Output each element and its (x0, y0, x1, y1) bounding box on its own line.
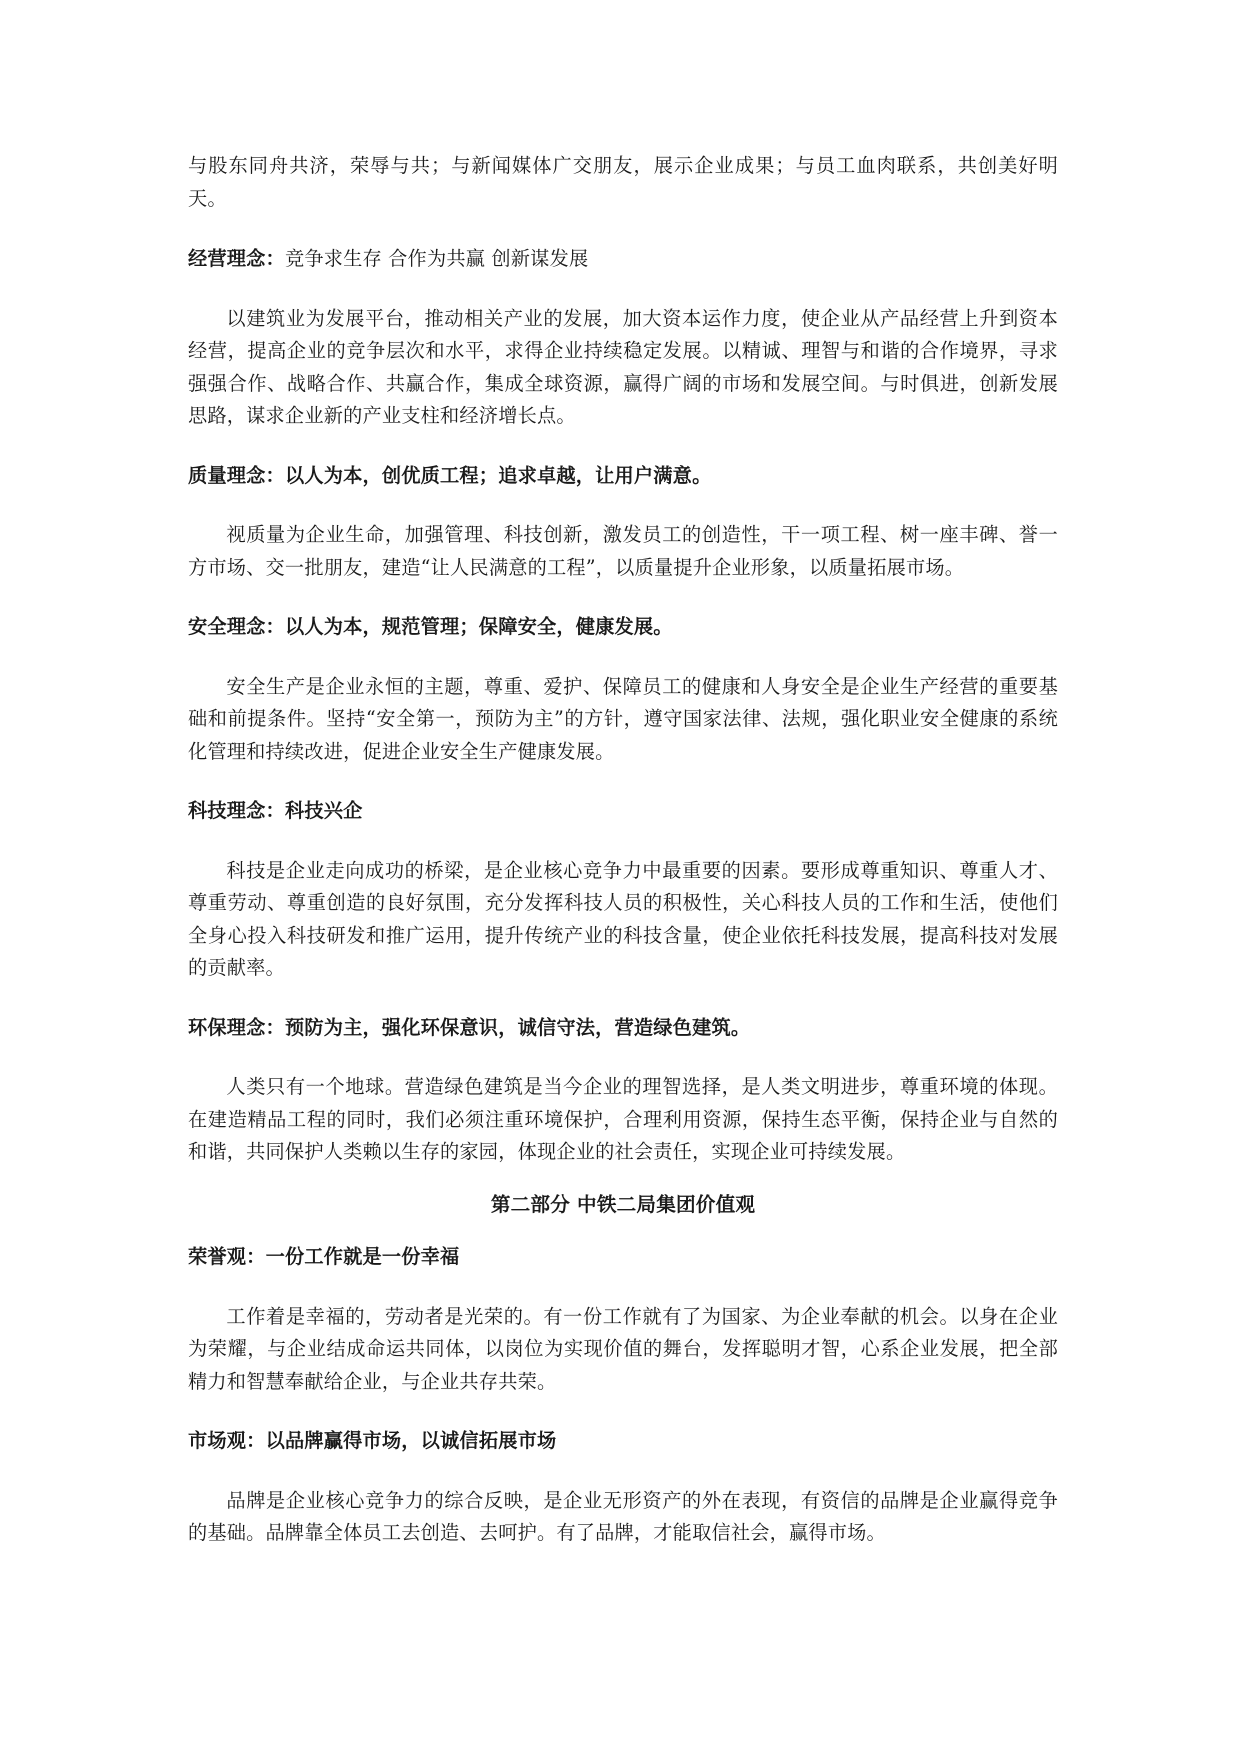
business-paragraph: 以建筑业为发展平台，推动相关产业的发展，加大资本运作力度，使企业从产品经营上升到资本经营，提高企业的竞争层次和水平，求得企业持续稳定发展。以精诚、理智与和谐的合作境界，寻求强强合作、战略合作、共赢合作，集成全球资源，赢得广阔的市场和发展空间。与时俱进，创新发展思路，谋求企业新的产业支柱和经济增长点。 (188, 306, 1058, 427)
environment-heading (188, 1012, 1058, 1045)
business-heading (188, 243, 1058, 276)
safety-title: 以人为本，规范管理；保障安全，健康发展。 (284, 615, 673, 638)
document-page (188, 150, 1058, 1550)
quality-label: 质量理念： (188, 463, 285, 487)
environment-title: 预防为主，强化环保意识，诚信守法，营造绿色建筑。 (284, 1015, 751, 1039)
part2-title: 第二部分 中铁二局集团价值观 (490, 1192, 756, 1216)
honor-title: 一份工作就是一份幸福 (265, 1245, 460, 1268)
honor-heading (188, 1241, 1058, 1274)
intro-paragraph: 与股东同舟共济，荣辱与共；与新闻媒体广交朋友，展示企业成果；与员工血肉联系，共创美好明天。 (188, 154, 1058, 210)
market-title: 以品牌赢得市场，以诚信拓展市场 (265, 1429, 557, 1452)
technology-title: 科技兴企 (284, 799, 363, 822)
business-label: 经营理念： (188, 247, 285, 270)
quality-paragraph: 视质量为企业生命，加强管理、科技创新，激发员工的创造性，干一项工程、树一座丰碑、誉一方市场、交一批朋友，建造“让人民满意的工程”，以质量提升企业形象，以质量拓展市场。 (188, 523, 1058, 579)
business-title: 竞争求生存 合作为共赢 创新谋发展 (284, 247, 589, 270)
safety-heading (188, 611, 1058, 644)
market-label: 市场观： (188, 1429, 266, 1452)
quality-title: 以人为本，创优质工程；追求卓越，让用户满意。 (284, 463, 712, 487)
safety-label: 安全理念： (188, 615, 285, 638)
market-paragraph: 品牌是企业核心竞争力的综合反映，是企业无形资产的外在表现，有资信的品牌是企业赢得竞争的基础。品牌靠全体员工去创造、去呵护。有了品牌，才能取信社会，赢得市场。 (188, 1488, 1058, 1544)
quality-heading (188, 460, 1058, 493)
technology-heading (188, 795, 1058, 828)
safety-paragraph: 安全生产是企业永恒的主题，尊重、爱护、保障员工的健康和人身安全是企业生产经营的重要基础和前提条件。坚持“安全第一，预防为主”的方针，遵守国家法律、法规，强化职业安全健康的系统化管理和持续改进，促进企业安全生产健康发展。 (188, 674, 1058, 763)
environment-paragraph: 人类只有一个地球。营造绿色建筑是当今企业的理智选择，是人类文明进步，尊重环境的体现。在建造精品工程的同时，我们必须注重环境保护，合理利用资源，保持生态平衡，保持企业与自然的和谐，共同保护人类赖以生存的家园，体现企业的社会责任，实现企业可持续发展。 (188, 1075, 1058, 1163)
technology-label: 科技理念： (188, 799, 285, 822)
environment-label: 环保理念： (188, 1015, 285, 1039)
market-heading (188, 1425, 1058, 1458)
technology-paragraph: 科技是企业走向成功的桥梁，是企业核心竞争力中最重要的因素。要形成尊重知识、尊重人才、尊重劳动、尊重创造的良好氛围，充分发挥科技人员的积极性，关心科技人员的工作和生活，使他们全身心投入科技研发和推广运用，提升传统产业的科技含量，使企业依托科技发展，提高科技对发展的贡献率。 (188, 858, 1058, 979)
honor-paragraph: 工作着是幸福的，劳动者是光荣的。有一份工作就有了为国家、为企业奉献的机会。以身在企业为荣耀，与企业结成命运共同体，以岗位为实现价值的舞台，发挥聪明才智，心系企业发展，把全部精力和智慧奉献给企业，与企业共存共荣。 (188, 1304, 1058, 1393)
honor-label: 荣誉观： (188, 1245, 266, 1268)
